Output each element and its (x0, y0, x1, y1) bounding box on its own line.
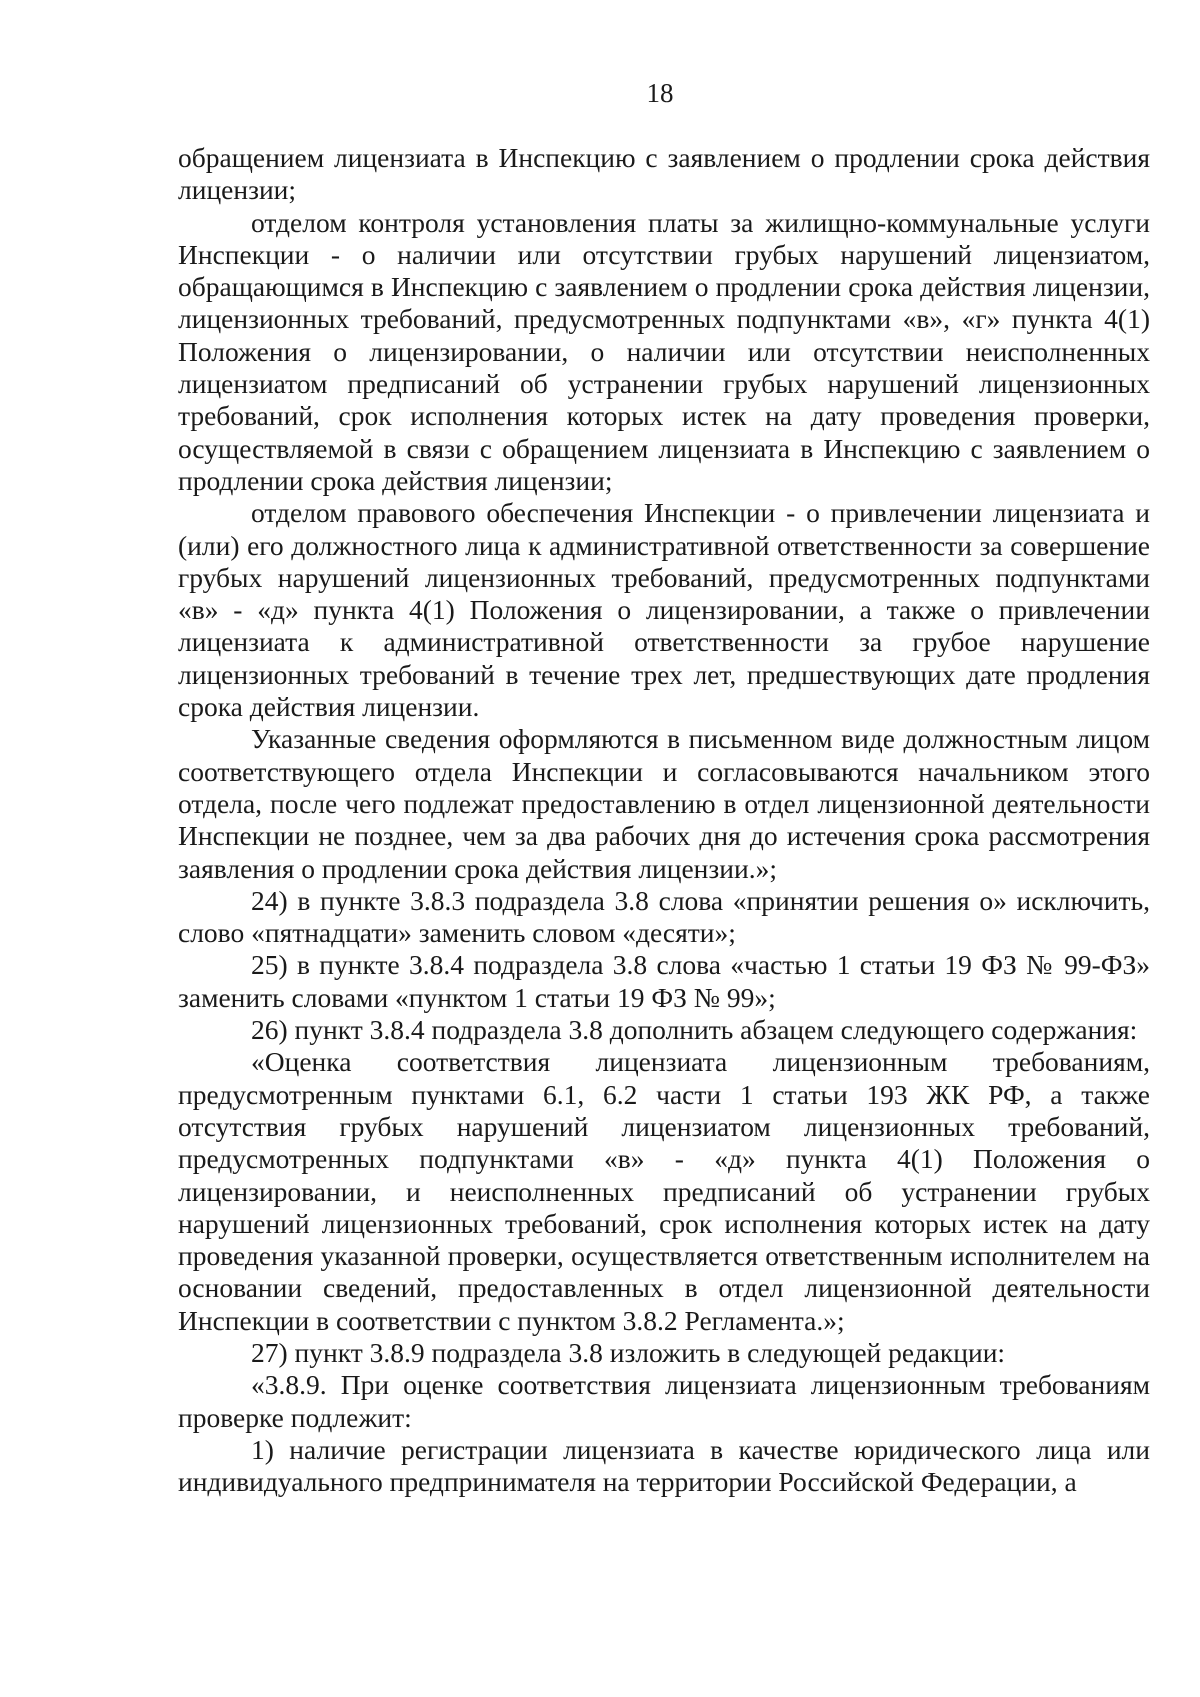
paragraph: Указанные сведения оформляются в письменном виде должностным лицом соответствующего отдела Инспекции и согласовываются начальником этого отдела, после чего подлежат предоставлению в отдел лицензионной деятельности Инспекции не позднее, чем за два рабочих дня до истечения срока рассмотрения заявления о продлении срока действия лицензии.»; (178, 723, 1150, 884)
paragraph: 26) пункт 3.8.4 подраздела 3.8 дополнить абзацем следующего содержания: (251, 1014, 1138, 1046)
paragraph: отделом контроля установления платы за жилищно-коммунальные услуги Инспекции - о наличии или отсутствии грубых нарушений лицензиатом, обращающимся в Инспекцию с заявлением о продлении срока действия лицензии, лицензионных требований, предусмотренных подпунктами «в», «г» пункта 4(1) Положения о лицензировании, о наличии или отсутствии неисполненных лицензиатом предписаний об устранении грубых нарушений лицензионных требований, срок исполнения которых истек на дату проведения проверки, осуществляемой в связи с обращением лицензиата в Инспекцию с заявлением о продлении срока действия лицензии; (178, 206, 1150, 496)
paragraph: обращением лицензиата в Инспекцию с заявлением о продлении срока действия лицензии; (178, 142, 1150, 206)
page-number: 18 (646, 78, 674, 108)
document-body (178, 142, 1150, 1498)
paragraph: «Оценка соответствия лицензиата лицензионным требованиям, предусмотренным пунктами 6.1, 6.2 части 1 статьи 193 ЖК РФ, а также отсутствия грубых нарушений лицензиатом лицензионных требований, предусмотренных подпунктами «в» - «д» пункта 4(1) Положения о лицензировании, и неисполненных предписаний об устранении грубых нарушений лицензионных требований, срок исполнения которых истек на дату проведения указанной проверки, осуществляется ответственным исполнителем на основании сведений, предоставленных в отдел лицензионной деятельности Инспекции в соответствии с пунктом 3.8.2 Регламента.»; (178, 1046, 1150, 1336)
paragraph: «3.8.9. При оценке соответствия лицензиата лицензионным требованиям проверке подлежит: (178, 1369, 1150, 1433)
paragraph: 25) в пункте 3.8.4 подраздела 3.8 слова «частью 1 статьи 19 ФЗ № 99-ФЗ» заменить словами «пунктом 1 статьи 19 ФЗ № 99»; (178, 949, 1150, 1013)
paragraph: отделом правового обеспечения Инспекции - о привлечении лицензиата и (или) его должностного лица к административной ответственности за совершение грубых нарушений лицензионных требований, предусмотренных подпунктами «в» - «д» пункта 4(1) Положения о лицензировании, а также о привлечении лицензиата к административной ответственности за грубое нарушение лицензионных требований в течение трех лет, предшествующих дате продления срока действия лицензии. (178, 497, 1150, 723)
paragraph: 27) пункт 3.8.9 подраздела 3.8 изложить в следующей редакции: (251, 1336, 1006, 1368)
paragraph: 1) наличие регистрации лицензиата в качестве юридического лица или индивидуального предпринимателя на территории Российской Федерации, а (178, 1433, 1150, 1498)
paragraph: 24) в пункте 3.8.3 подраздела 3.8 слова «принятии решения о» исключить, слово «пятнадцати» заменить словом «десяти»; (178, 884, 1150, 949)
